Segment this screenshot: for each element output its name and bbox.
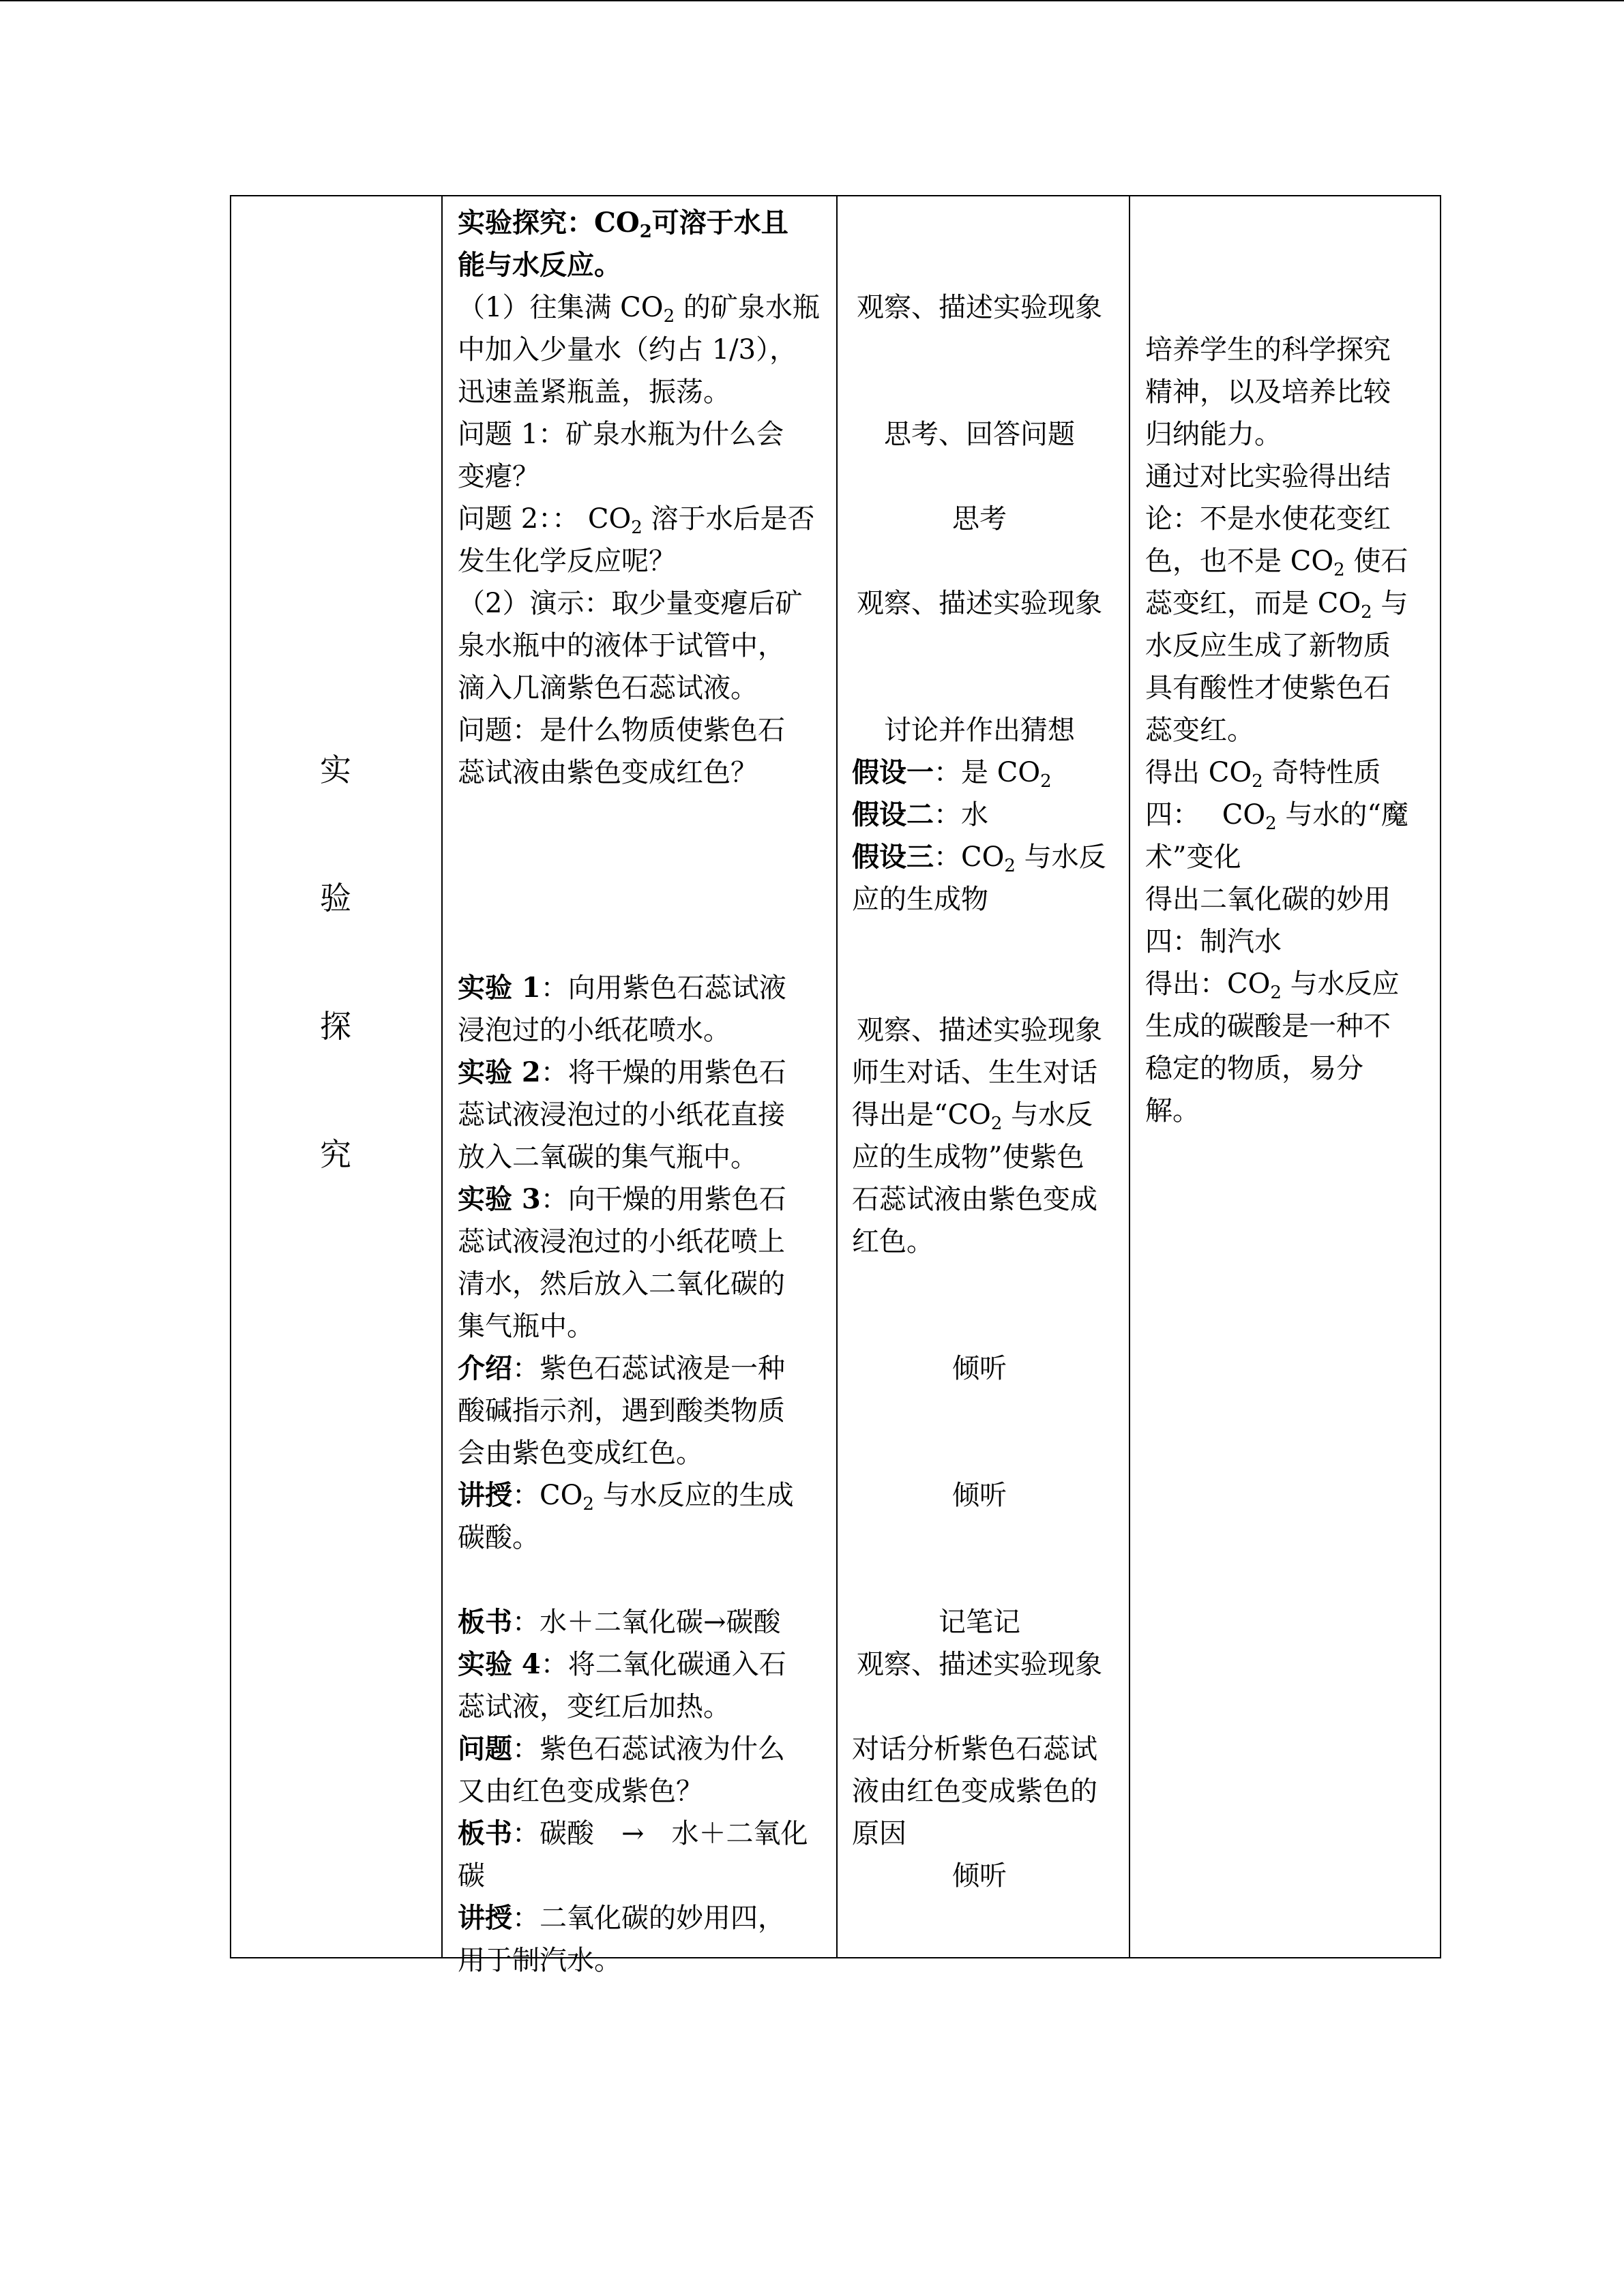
line-text: ：向用紫色石蕊试液 [540,972,786,1004]
line-text: 碳 [458,1860,485,1892]
text-line [458,1728,785,1770]
text-line [852,836,1106,878]
text-line [836,582,1123,625]
text-line [1145,625,1391,667]
line-text: 应的生成物 [852,884,988,915]
text-line [852,1094,1093,1136]
page-top-rule [0,0,1624,1]
text-line [458,625,785,667]
line-text: 倾听 [952,1480,1007,1511]
text-line [458,413,784,456]
text-line [852,1178,1097,1221]
line-text: 观察、描述实验现象 [857,588,1102,619]
bold-label: 假设三 [852,841,934,873]
text-line [1145,794,1408,836]
text-line [458,1939,621,1982]
text-line [1145,963,1400,1005]
line-text: 观察、描述实验现象 [857,1015,1102,1046]
text-line [1145,921,1282,963]
line-text: 水反应生成了新物质 [1145,630,1391,661]
line-text: ：将二氧化碳通入石 [540,1649,786,1680]
line-text: 通过对比实验得出结 [1145,461,1391,492]
line-text: 问题：是什么物质使紫色石 [458,715,785,746]
text-line [836,1643,1123,1686]
line-text: ：碳酸 → 水＋二氧化 [512,1818,808,1849]
column-divider [441,196,443,1957]
section-label-char: 究 [320,1136,351,1173]
line-text: 原因 [852,1818,906,1849]
text-line [458,1094,785,1136]
line-text: 泉水瓶中的液体于试管中， [458,630,785,661]
text-line [458,1009,730,1052]
text-line [1145,456,1391,498]
text-line [458,1432,703,1474]
line-text: ：是 $CO_2$ [934,757,1052,792]
text-line [1145,1090,1200,1132]
line-text: 集气瓶中。 [458,1311,594,1342]
text-line [458,456,540,498]
section-label-char: 探 [320,1008,351,1045]
line-text: 用于制汽水。 [458,1945,621,1976]
text-line [458,1517,540,1559]
line-text: 清水，然后放入二氧化碳的 [458,1268,785,1300]
text-line [836,498,1123,540]
text-line [1145,1005,1391,1047]
text-line [458,1305,594,1347]
line-text: 论：不是水使花变红 [1145,503,1391,535]
line-text: （2）演示：取少量变瘪后矿 [458,588,803,619]
column-divider [836,196,838,1957]
line-text: 观察、描述实验现象 [857,1649,1102,1680]
bold-label: 实验 3 [458,1183,541,1215]
line-text: 师生对话、生生对话 [852,1057,1097,1088]
line-text: 滴入几滴紫色石蕊试液。 [458,672,758,704]
line-text: 液由红色变成紫色的 [852,1776,1097,1807]
text-line [458,1813,808,1855]
bold-label: 讲授 [458,1479,512,1511]
line-text: 四：制汽水 [1145,926,1282,957]
bold-label: 板书 [458,1606,512,1638]
line-text: 发生化学反应呢？ [458,546,676,577]
bold-label: 介绍 [458,1352,512,1384]
line-text: 四： $CO_2$ 与水的“魔 [1145,799,1408,834]
text-line [458,1601,781,1643]
text-line [458,1221,785,1263]
line-text: ：二氧化碳的妙用四， [512,1903,785,1934]
text-line [1145,751,1381,794]
bold-label: 能与水反应。 [458,249,621,281]
line-text: 精神，以及培养比较 [1145,376,1391,408]
text-line [836,1855,1123,1897]
text-line [836,1009,1123,1052]
text-line [458,540,676,582]
line-text: 中加入少量水（约占 1/3）， [458,334,797,366]
lesson-table [230,195,1441,1976]
text-line [852,794,988,836]
text-line [458,1052,786,1094]
text-line [458,1474,794,1517]
line-text: ：向干燥的用紫色石 [540,1184,786,1215]
text-line [458,244,621,286]
section-label-char: 验 [320,880,351,916]
text-line [852,1052,1097,1094]
line-text: 倾听 [952,1860,1007,1892]
line-text: 石蕊试液由紫色变成 [852,1184,1097,1215]
text-line [458,967,786,1009]
line-text: 蕊变红，而是 $CO_2$ 与 [1145,588,1408,623]
text-line [1145,709,1254,751]
line-text: 蕊试液浸泡过的小纸花喷上 [458,1226,785,1257]
text-line [458,1347,785,1390]
line-text: ：水＋二氧化碳→碳酸 [512,1607,781,1638]
line-text: 会由紫色变成红色。 [458,1437,703,1469]
line-text: 得出二氧化碳的妙用 [1145,884,1391,915]
line-text: 观察、描述实验现象 [857,292,1102,323]
text-line [458,667,758,709]
line-text: ：$CO_2$ 与水反 [934,841,1106,876]
line-text: 蕊试液，变红后加热。 [458,1691,730,1723]
line-text: 蕊变红。 [1145,715,1254,746]
line-text: 放入二氧碳的集气瓶中。 [458,1142,758,1173]
line-text: （1）往集满 $CO_2$ 的矿泉水瓶 [458,292,820,327]
line-text: 蕊试液浸泡过的小纸花直接 [458,1099,785,1131]
bold-label: 假设二 [852,799,934,831]
line-text: 生成的碳酸是一种不 [1145,1011,1391,1042]
line-text: 讨论并作出猜想 [884,715,1075,746]
line-text: 浸泡过的小纸花喷水。 [458,1015,730,1046]
text-line [836,709,1123,751]
text-line [458,1855,485,1897]
line-text: 归纳能力。 [1145,419,1282,450]
bold-label: 假设一 [852,756,934,788]
line-text: 问题 2：： $CO_2$ 溶于水后是否 [458,503,815,538]
line-text: 思考、回答问题 [884,419,1075,450]
text-line [852,1813,906,1855]
line-text: 又由红色变成紫色？ [458,1776,703,1807]
line-text: 记笔记 [939,1607,1020,1638]
line-text: ：紫色石蕊试液为什么 [512,1733,785,1765]
text-line [1145,371,1391,413]
text-line [852,878,988,921]
text-line [836,1474,1123,1517]
bold-label: 实验探究：$CO_2$可溶于水且 [458,207,788,242]
text-line [836,1347,1123,1390]
text-line [1145,667,1391,709]
text-line [1145,413,1282,456]
line-text: 对话分析紫色石蕊试 [852,1733,1097,1765]
text-line [852,1770,1097,1813]
line-text: 得出：$CO_2$ 与水反应 [1145,968,1400,1003]
column-divider [1129,196,1130,1957]
text-line [458,751,758,794]
section-label-char: 实 [320,751,351,788]
text-line [458,286,820,329]
text-line [1145,498,1391,540]
text-line [458,1178,786,1221]
text-line [852,1728,1097,1770]
text-line [458,1136,758,1178]
line-text: 术”变化 [1145,841,1241,873]
line-text: 培养学生的科学探究 [1145,334,1391,366]
text-line [458,709,785,751]
text-line [458,202,788,244]
text-line [458,498,815,540]
line-text: 具有酸性才使紫色石 [1145,672,1391,704]
line-text: ：紫色石蕊试液是一种 [512,1353,785,1384]
bold-label: 实验 2 [458,1056,541,1088]
text-line [852,1221,934,1263]
bold-label: 讲授 [458,1902,512,1934]
line-text: 蕊试液由紫色变成红色？ [458,757,758,788]
line-text: 迅速盖紧瓶盖，振荡。 [458,376,730,408]
text-line [836,413,1123,456]
line-text: 得出是“$CO_2$ 与水反 [852,1099,1093,1134]
text-line [1145,582,1408,625]
text-line [1145,878,1391,921]
text-line [1145,540,1408,582]
bold-label: 问题 [458,1733,512,1765]
line-text: ：$CO_2$ 与水反应的生成 [512,1480,794,1515]
line-text: 稳定的物质，易分 [1145,1053,1363,1084]
text-line [1145,1047,1363,1090]
text-line [1145,329,1391,371]
bold-label: 实验 4 [458,1648,541,1680]
text-line [458,1897,785,1939]
text-line [852,751,1052,794]
line-text: 得出 $CO_2$ 奇特性质 [1145,757,1381,792]
text-line [458,1263,785,1305]
line-text: 色，也不是 $CO_2$ 使石 [1145,546,1408,580]
line-text: 问题 1：矿泉水瓶为什么会 [458,419,784,450]
line-text: 解。 [1145,1095,1200,1127]
text-line [458,1643,786,1686]
line-text: 变瘪？ [458,461,540,492]
bold-label: 板书 [458,1817,512,1849]
text-line [458,1390,785,1432]
text-line [458,1770,703,1813]
line-text: ：将干燥的用紫色石 [540,1057,786,1088]
text-line [836,286,1123,329]
text-line [458,582,802,625]
line-text: 思考 [952,503,1007,535]
text-line [852,1136,1084,1178]
line-text: 应的生成物”使紫色 [852,1142,1084,1173]
text-line [458,1686,730,1728]
line-text: 酸碱指示剂，遇到酸类物质 [458,1395,785,1427]
line-text: 碳酸。 [458,1522,540,1553]
text-line [458,371,730,413]
bold-label: 实验 1 [458,972,541,1004]
text-line [836,1601,1123,1643]
line-text: ：水 [934,799,988,831]
text-line [458,329,797,371]
text-line [1145,836,1241,878]
line-text: 红色。 [852,1226,934,1257]
line-text: 倾听 [952,1353,1007,1384]
